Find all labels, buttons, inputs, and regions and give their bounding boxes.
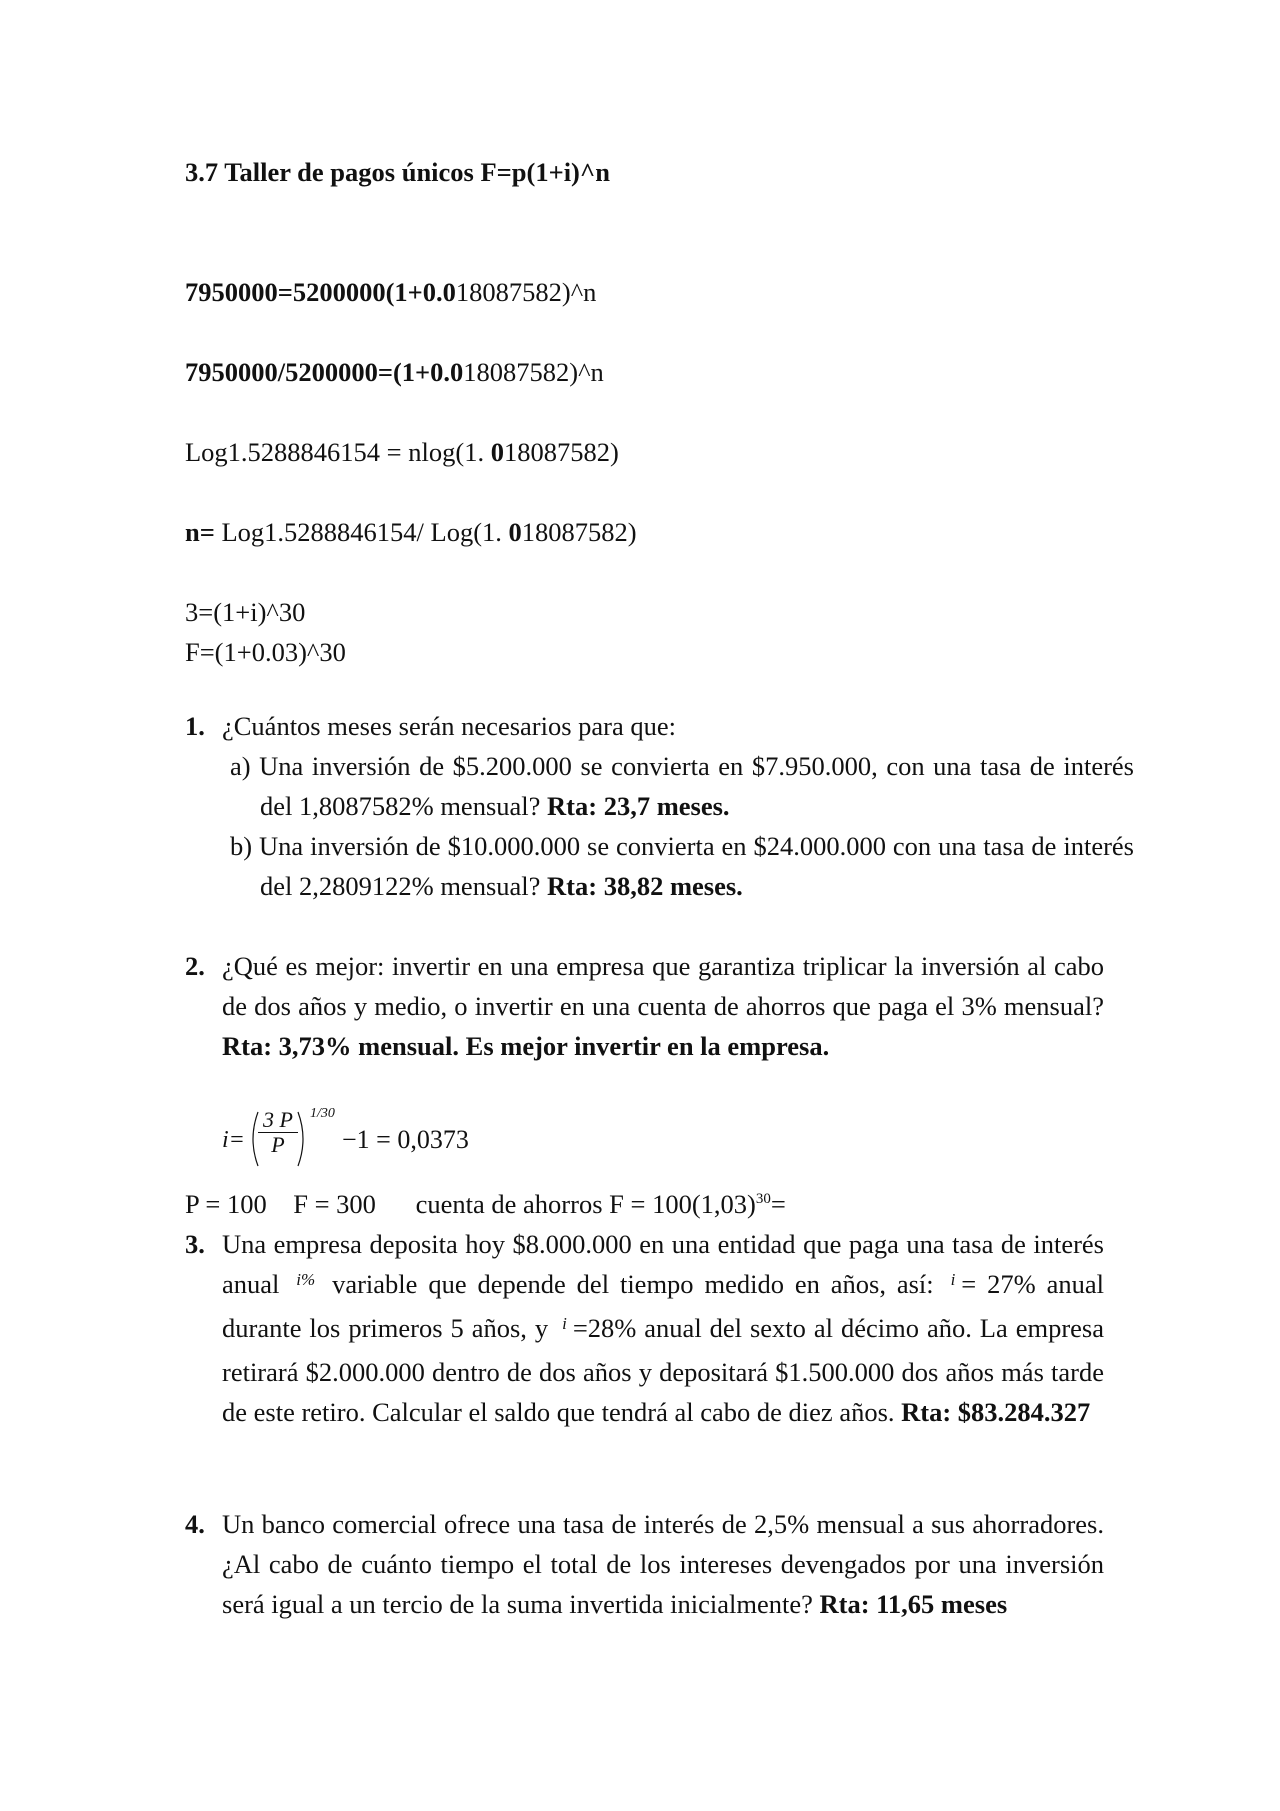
work-line-3 <box>185 432 619 472</box>
question-2-text: ¿Qué es mejor: invertir en una empresa que garantiza triplicar la inversión al cabo de dos años y medio, o invertir en una cuenta de ahorros que paga el 3% mensual? <box>222 951 1104 1021</box>
work-line-4-bold2: 0 <box>508 517 522 547</box>
question-1-text: ¿Cuántos meses serán necesarios para que: <box>222 711 677 741</box>
work-line-6: F=(1+0.03)^30 <box>185 637 346 667</box>
question-2 <box>222 946 1104 1066</box>
work-line-2 <box>185 352 604 392</box>
question-3-text-4: =28% anual del sexto al décimo año. La empresa retirará $2.000.000 dentro de dos años y depositará $1.500.000 dos años más tarde de este retiro. Calcular el saldo que tendrá al cabo de diez años. <box>222 1313 1104 1427</box>
question-2-answer: Rta: 3,73% mensual. Es mejor invertir en la empresa. <box>222 1031 830 1061</box>
work-line-1-rest: 18087582)^n <box>455 277 597 307</box>
question-3 <box>222 1224 1104 1432</box>
question-4-number: 4. <box>185 1509 205 1539</box>
question-2-note <box>185 1184 786 1224</box>
question-1b-text: b) Una inversión de $10.000.000 se convierta en $24.000.000 con una tasa de interés del 2,2809122% mensual? <box>230 831 1134 901</box>
rate-symbol-3: i <box>562 1314 567 1333</box>
note-pre: P = 100 F = 300 cuenta de ahorros F = 100(1,03) <box>185 1189 756 1219</box>
formula-exponent: 1/30 <box>310 1106 335 1121</box>
question-4 <box>222 1504 1104 1624</box>
formula-result: −1 = 0,0373 <box>342 1125 469 1154</box>
question-4-answer: Rta: 11,65 meses <box>819 1589 1008 1619</box>
page-title: 3.7 Taller de pagos únicos F=p(1+i)^n <box>185 157 611 187</box>
question-1-number: 1. <box>185 711 205 741</box>
formula-i: i= <box>222 1127 245 1153</box>
work-line-4 <box>185 512 637 552</box>
question-3-answer: Rta: $83.284.327 <box>901 1397 1091 1427</box>
work-line-1-bold: 7950000=5200000(1+0.0 <box>185 277 456 307</box>
work-line-2-rest: 18087582)^n <box>463 357 604 387</box>
work-line-3-pre: Log1.5288846154 = nlog(1. <box>185 437 491 467</box>
question-1a-answer: Rta: 23,7 meses. <box>547 791 730 821</box>
question-1b <box>230 826 1134 906</box>
work-line-4-post: 18087582) <box>521 517 637 547</box>
question-3-number: 3. <box>185 1229 205 1259</box>
question-1a <box>230 746 1134 826</box>
question-3-text-2: variable que depende del tiempo medido en años, así: <box>321 1269 945 1299</box>
formula-numerator: 3 P <box>258 1108 298 1133</box>
work-line-5: 3=(1+i)^30 <box>185 597 306 627</box>
question-2-number: 2. <box>185 951 205 981</box>
work-line-3-bold: 0 <box>490 437 504 467</box>
note-exponent: 30 <box>755 1191 771 1208</box>
question-4-text: Un banco comercial ofrece una tasa de interés de 2,5% mensual a sus ahorradores. ¿Al cabo de cuánto tiempo el total de los intereses devengados por una inversión será igual a un tercio de la suma invertida inicialmente? <box>222 1509 1104 1619</box>
work-line-2-bold: 7950000/5200000=(1+0.0 <box>185 357 464 387</box>
question-1b-answer: Rta: 38,82 meses. <box>547 871 743 901</box>
work-line-4-pre: Log1.5288846154/ Log(1. <box>214 517 509 547</box>
formula-fraction <box>258 1108 298 1157</box>
rate-symbol-1: i% <box>296 1270 316 1289</box>
work-line-3-post: 18087582) <box>503 437 619 467</box>
work-line-1 <box>185 272 596 312</box>
formula-denominator: P <box>271 1132 285 1157</box>
work-line-4-bold: n= <box>185 517 215 547</box>
question-1a-text: a) Una inversión de $5.200.000 se convierta en $7.950.000, con una tasa de interés del 1,8087582% mensual? <box>230 751 1134 821</box>
note-post: = <box>770 1189 786 1219</box>
question-3-text-1: Una empresa deposita hoy $8.000.000 en una entidad que paga una tasa de interés anual <box>222 1229 1104 1299</box>
rate-symbol-2: i <box>950 1270 956 1289</box>
question-3-text-3: = 27% anual durante los primeros 5 años, y <box>222 1269 1105 1343</box>
